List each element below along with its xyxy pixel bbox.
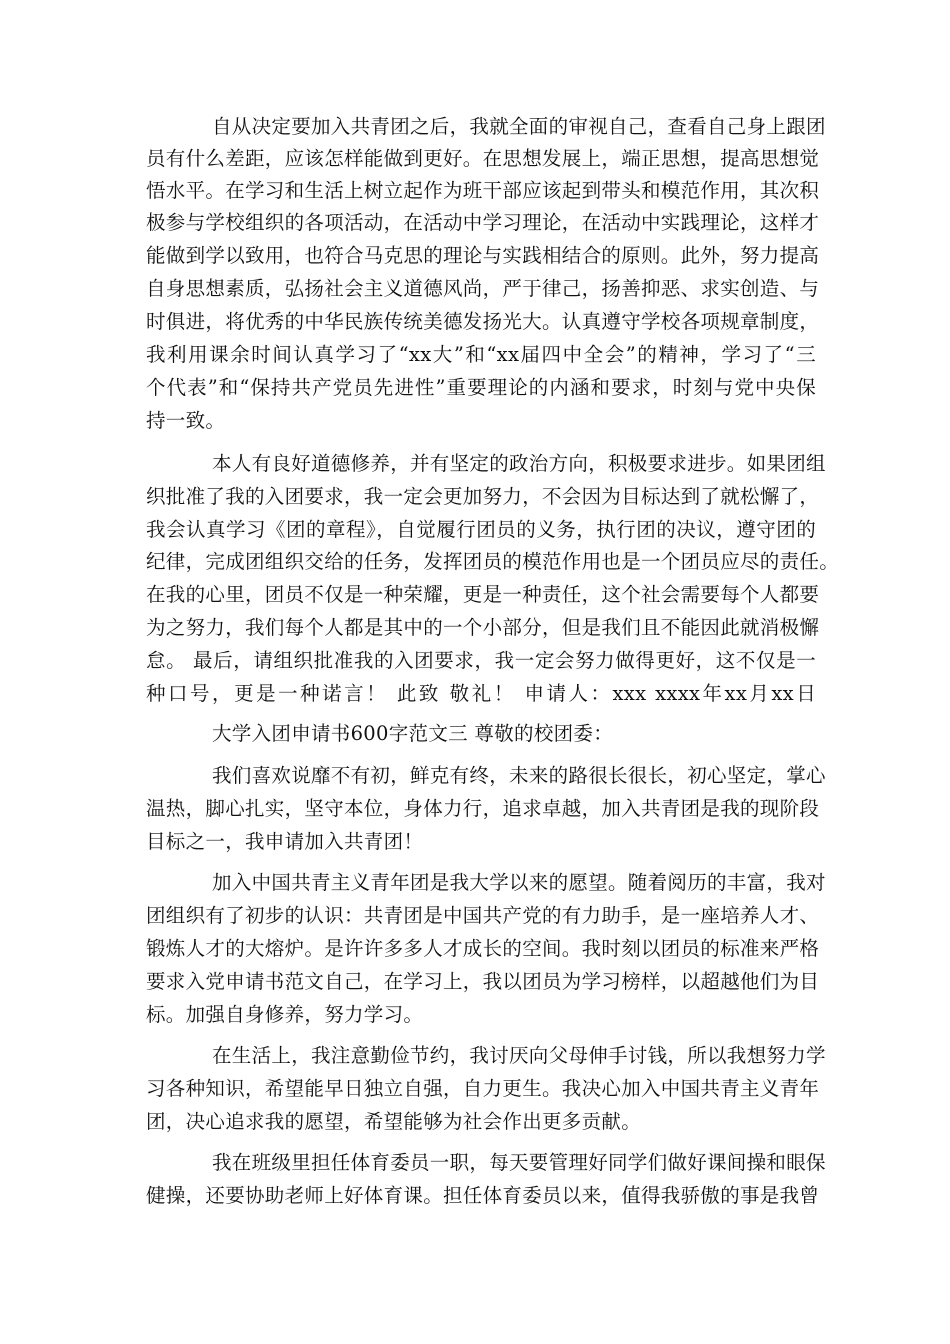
- text-line: 健操，还要协助老师上好体育课。担任体育委员以来，值得我骄傲的事是我曾: [146, 1184, 820, 1207]
- text-line: 能做到学以致用，也符合马克思的理论与实践相结合的原则。此外，努力提高: [146, 244, 820, 267]
- text-line: 自从决定要加入共青团之后，我就全面的审视自己，查看自己身上跟团: [212, 115, 826, 138]
- text-line: 团组织有了初步的认识：共青团是中国共产党的有力助手，是一座培养人才、: [146, 904, 820, 927]
- text-line: 怠。 最后，请组织批准我的入团要求，我一定会努力做得更好，这不仅是一: [146, 649, 816, 672]
- text-line: 织批准了我的入团要求，我一定会更加努力，不会因为目标达到了就松懈了，: [146, 485, 820, 508]
- text-line: 大学入团申请书600字范文三 尊敬的校团委：: [212, 722, 614, 745]
- text-line: 我会认真学习《团的章程》，自觉履行团员的义务，执行团的决议，遵守团的: [146, 518, 816, 541]
- text-line: 我利用课余时间认真学习了“xx大”和“xx届四中全会”的精神，学习了“三: [146, 343, 816, 366]
- text-line: 习各种知识，希望能早日独立自强，自力更生。我决心加入中国共青主义青年: [146, 1077, 820, 1100]
- text-line: 纪律，完成团组织交给的任务，发挥团员的模范作用也是一个团员应尽的责任。: [146, 550, 840, 573]
- text-line: 时俱进，将优秀的中华民族传统美德发扬光大。认真遵守学校各项规章制度，: [146, 310, 820, 333]
- text-line: 要求入党申请书范文自己，在学习上，我以团员为学习榜样，以超越他们为目: [146, 970, 820, 993]
- text-line: 员有什么差距，应该怎样能做到更好。在思想发展上，端正思想，提高思想觉: [146, 147, 820, 170]
- text-line: 极参与学校组织的各项活动，在活动中学习理论，在活动中实践理论，这样才: [146, 211, 820, 234]
- text-line: 在我的心里，团员不仅是一种荣耀，更是一种责任，这个社会需要每个人都要: [146, 583, 820, 606]
- text-line: 持一致。: [146, 409, 226, 432]
- text-line: 加入中国共青主义青年团是我大学以来的愿望。随着阅历的丰富，我对: [212, 871, 826, 894]
- text-line: 本人有良好道德修养，并有坚定的政治方向，积极要求进步。如果团组: [212, 452, 826, 475]
- text-line: 标。加强自身修养，努力学习。: [146, 1003, 424, 1026]
- text-line: 温热，脚心扎实，坚守本位，身体力行，追求卓越，加入共青团是我的现阶段: [146, 797, 820, 820]
- text-line: 在生活上，我注意勤俭节约，我讨厌向父母伸手讨钱，所以我想努力学: [212, 1044, 826, 1067]
- text-line: 我在班级里担任体育委员一职，每天要管理好同学们做好课间操和眼保: [212, 1151, 826, 1174]
- text-line: 目标之一，我申请加入共青团！: [146, 830, 424, 853]
- text-line: 团，决心追求我的愿望，希望能够为社会作出更多贡献。: [146, 1110, 642, 1133]
- text-line: 锻炼人才的大熔炉。是许许多多人才成长的空间。我时刻以团员的标准来严格: [146, 937, 820, 960]
- text-line: 自身思想素质，弘扬社会主义道德风尚，严于律己，扬善抑恶、求实创造、与: [146, 277, 820, 300]
- text-line: 为之努力，我们每个人都是其中的一个小部分，但是我们且不能因此就消极懈: [146, 616, 820, 639]
- text-line: 我们喜欢说靡不有初，鲜克有终，未来的路很长很长，初心坚定，掌心: [212, 764, 826, 787]
- text-line: 个代表”和“保持共产党员先进性”重要理论的内涵和要求，时刻与党中央保: [146, 376, 816, 399]
- text-line: 悟水平。在学习和生活上树立起作为班干部应该起到带头和模范作用，其次积: [146, 179, 820, 202]
- text-line: 种口号，更是一种诺言！ 此致 敬礼！ 申请人：xxx xxxx年xx月xx日: [146, 682, 816, 705]
